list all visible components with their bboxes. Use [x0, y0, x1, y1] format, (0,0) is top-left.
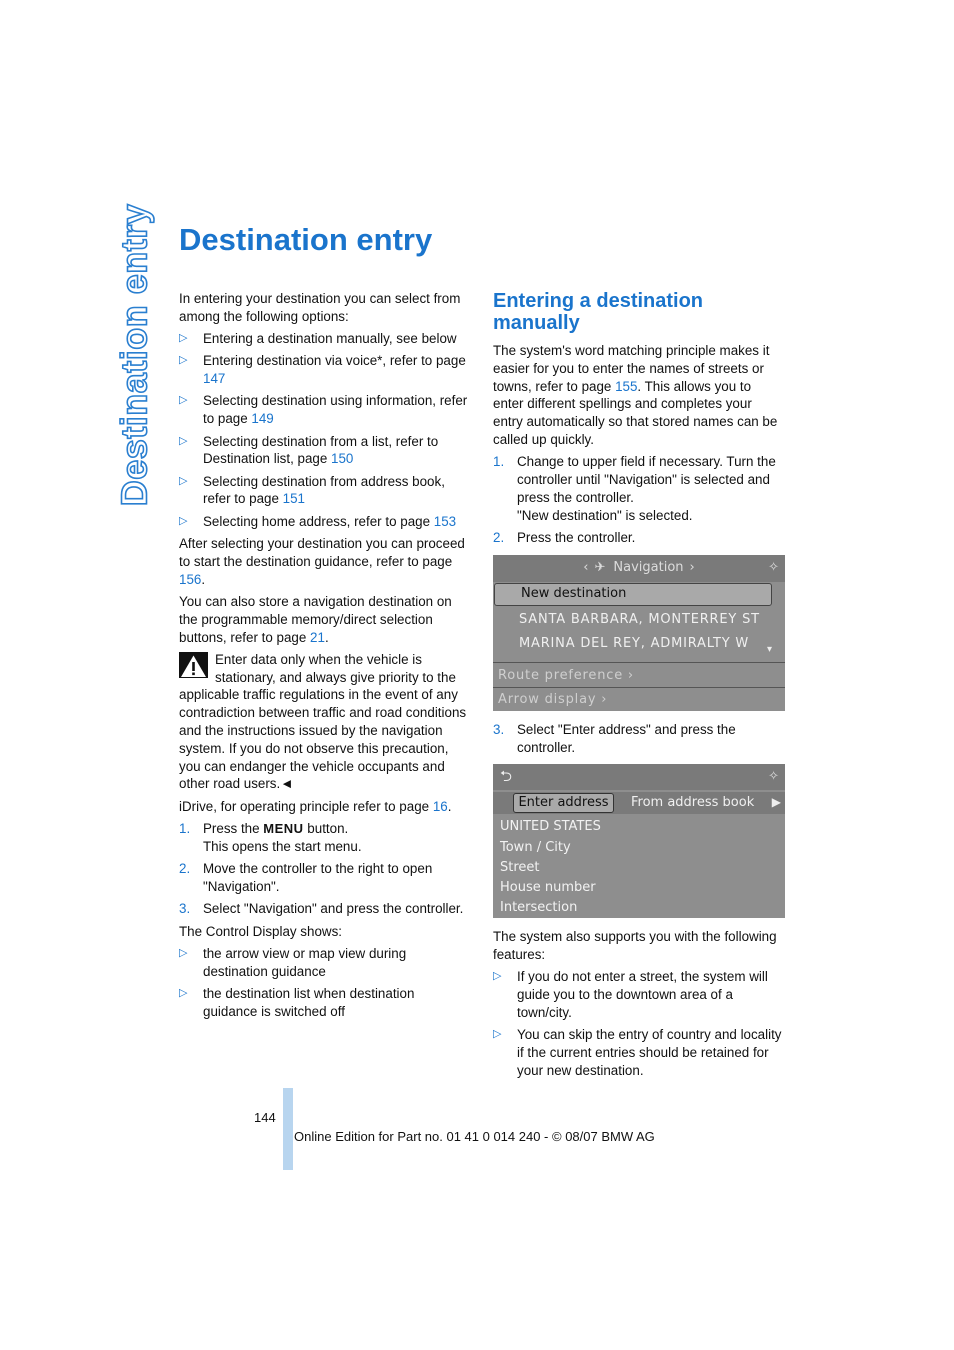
- option-item: ▷ Entering a destination manually, see below: [179, 331, 457, 347]
- address-field-intersection[interactable]: Intersection: [500, 900, 578, 916]
- option-item: ▷ Selecting destination from a list, refer to Destination list, page 150: [179, 433, 439, 467]
- recent-destination[interactable]: MARINA DEL REY, ADMIRALTY W: [519, 635, 750, 651]
- page-link[interactable]: 147: [203, 371, 226, 387]
- option-item: ▷ Selecting destination from address book, refer to page 151: [179, 473, 445, 507]
- option-item: ▷ Selecting home address, refer to page 153: [179, 513, 457, 529]
- page-link[interactable]: 156: [179, 571, 202, 587]
- bullet-arrow-icon: ▷: [493, 970, 502, 983]
- step-item: 2. Move the controller to the right to open "Navigation".: [179, 861, 433, 894]
- menu-item-route-preference[interactable]: Route preference ›: [498, 667, 634, 683]
- page-title: Destination entry: [179, 222, 433, 257]
- page-number: 144: [254, 1110, 276, 1125]
- support-item: ▷ If you do not enter a street, the system will guide you to the downtown area of a town/city.: [493, 969, 768, 1021]
- address-field-house-number[interactable]: House number: [500, 880, 596, 896]
- address-field-street[interactable]: Street: [500, 860, 540, 876]
- controller-icon: ✧: [768, 769, 779, 785]
- bullet-arrow-icon: ▷: [179, 332, 188, 345]
- screen-divider: [493, 687, 785, 688]
- screen-header: [493, 764, 785, 790]
- controller-icon: ✧: [768, 559, 779, 575]
- screen-header-title: Navigation: [613, 560, 684, 576]
- warning-text: Enter data only when the vehicle is stationary, and always give priority to the applicable traffic regulations in the event of any contradiction between traffic and road conditions and the instructions issued by the navigation system. If you do not observe this precaution, you can endanger the vehicle occupants and other road users.: [179, 651, 467, 792]
- bullet-arrow-icon: ▷: [179, 394, 188, 407]
- section-heading: Entering a destination manually: [493, 290, 704, 334]
- side-tab: [112, 203, 156, 507]
- option-item: ▷ Entering destination via voice*, refer to page 147: [179, 353, 466, 387]
- satellite-icon: ✈: [594, 560, 606, 576]
- scroll-down-icon: ▾: [767, 643, 773, 655]
- menu-item-arrow-display[interactable]: Arrow display ›: [498, 691, 608, 707]
- step-item: 3. Select "Enter address" and press the controller.: [493, 721, 736, 755]
- recent-destination[interactable]: SANTA BARBARA, MONTERREY ST: [519, 611, 760, 627]
- warning-icon: [179, 652, 208, 678]
- footer-bar: [283, 1088, 293, 1170]
- option-item: ▷ Selecting destination using information, refer to page 149: [179, 393, 468, 427]
- tab-bar: [493, 792, 785, 814]
- right-column: [493, 290, 785, 1084]
- support-item: ▷ You can skip the entry of country and locality if the current entries should be retained for your new destination.: [493, 1027, 782, 1078]
- page-link[interactable]: 149: [251, 411, 274, 427]
- idrive-paragraph: iDrive, for operating principle refer to page 16.: [179, 798, 452, 814]
- page-link[interactable]: 153: [433, 513, 457, 529]
- intro-paragraph: The system's word matching principle makes it easier for you to enter the names of streets or towns, refer to page 155. This allows you to enter different spellings and completes your entry automatically so that stored names can be called up quickly.: [493, 343, 778, 447]
- step-item: 1. Press the MENU button. This opens the start menu.: [179, 821, 362, 854]
- address-field-country[interactable]: UNITED STATES: [500, 819, 601, 835]
- step-item: 3. Select "Navigation" and press the controller.: [179, 901, 464, 917]
- play-arrow-icon: ▶: [771, 795, 781, 810]
- screen-header: [493, 555, 785, 582]
- bullet-arrow-icon: ▷: [493, 1028, 502, 1041]
- tab-enter-address[interactable]: Enter address: [513, 793, 614, 813]
- store-paragraph: You can also store a navigation destination on the programmable memory/direct selection buttons, refer to page 21.: [179, 593, 452, 645]
- support-intro: The system also supports you with the following features:: [493, 929, 777, 963]
- step-item: 1. Change to upper field if necessary. Turn the controller until "Navigation" is selected and press the controller. "New destination" is selected.: [493, 454, 776, 523]
- chevron-right-icon: ›: [689, 560, 695, 576]
- screen-divider: [493, 662, 785, 663]
- display-item: ▷ the arrow view or map view during destination guidance: [179, 945, 407, 979]
- display-intro: The Control Display shows:: [179, 923, 342, 939]
- bullet-arrow-icon: ▷: [179, 434, 188, 447]
- end-mark-icon: ◄: [280, 776, 294, 792]
- bullet-arrow-icon: ▷: [179, 354, 188, 367]
- address-entry-screen: [493, 764, 785, 918]
- step-item: 2. Press the controller.: [493, 529, 636, 545]
- display-item: ▷ the destination list when destination guidance is switched off: [179, 985, 415, 1019]
- menu-button-icon: MENU: [263, 821, 304, 837]
- left-column: [179, 290, 471, 1025]
- bullet-arrow-icon: ▷: [179, 946, 188, 959]
- menu-item-new-destination[interactable]: New destination: [494, 583, 772, 606]
- side-tab-label: Destination entry: [113, 203, 155, 507]
- page-link[interactable]: 155: [615, 378, 638, 394]
- page-link[interactable]: 151: [282, 491, 305, 507]
- warning-box: [179, 651, 471, 793]
- bullet-arrow-icon: ▷: [179, 986, 188, 999]
- page-link[interactable]: 150: [331, 451, 354, 467]
- intro-paragraph: In entering your destination you can select from among the following options:: [179, 291, 461, 324]
- page-link[interactable]: 16: [432, 798, 448, 814]
- footer-text: Online Edition for Part no. 01 41 0 014 240 - © 08/07 BMW AG: [294, 1129, 655, 1144]
- bullet-arrow-icon: ▷: [179, 474, 188, 487]
- after-select-paragraph: After selecting your destination you can proceed to start the destination guidance, refer to page 156.: [179, 536, 465, 587]
- chevron-left-icon: ‹: [583, 560, 589, 576]
- page-link[interactable]: 21: [310, 629, 325, 645]
- back-icon[interactable]: ⮌: [500, 767, 513, 786]
- address-field-town[interactable]: Town / City: [500, 840, 571, 856]
- bullet-arrow-icon: ▷: [179, 514, 188, 527]
- tab-from-address-book[interactable]: From address book: [631, 795, 755, 811]
- navigation-screen: [493, 555, 785, 711]
